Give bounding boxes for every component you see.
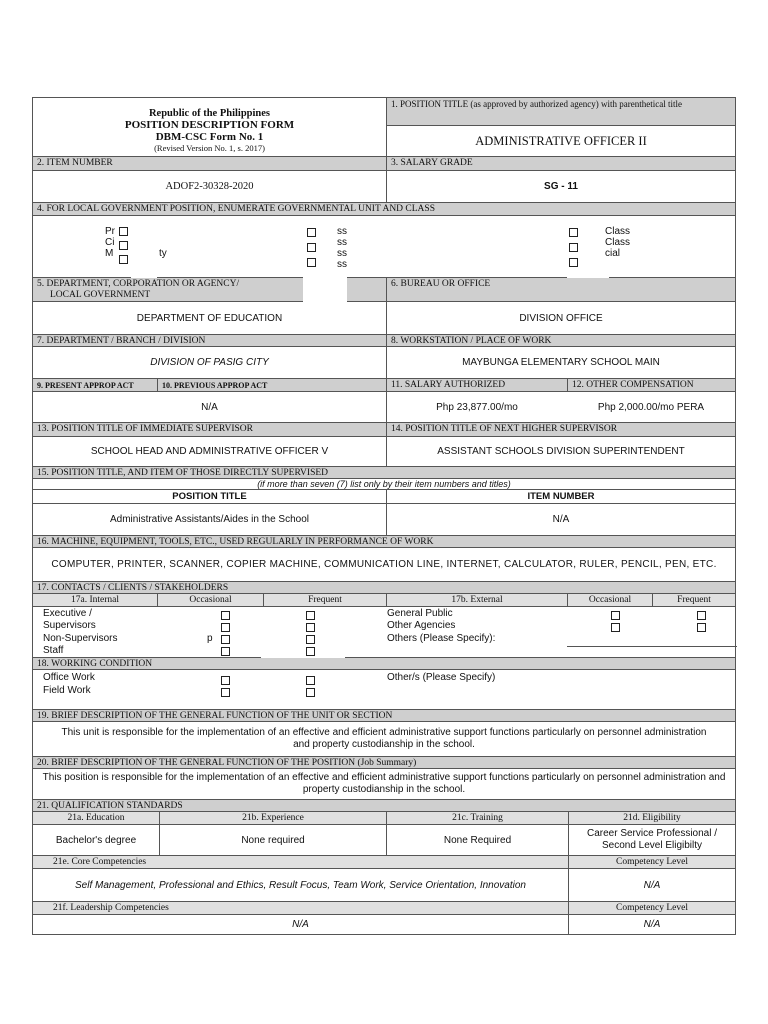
s12-value: Php 2,000.00/mo PERA bbox=[597, 401, 705, 413]
s13-value: SCHOOL HEAD AND ADMINISTRATIVE OFFICER V bbox=[90, 446, 329, 457]
s17-int-occ-checkbox-4[interactable] bbox=[221, 647, 230, 656]
s3-value: SG - 11 bbox=[386, 171, 735, 202]
position-description-form bbox=[32, 97, 736, 935]
s19-label: 19. BRIEF DESCRIPTION OF THE GENERAL FUNCTION OF THE UNIT OR SECTION bbox=[33, 710, 735, 721]
s21e-level-value: N/A bbox=[568, 869, 735, 901]
s13-s14-header-row bbox=[32, 423, 736, 437]
s21-subheader-row bbox=[32, 812, 736, 825]
s7-s8-value-row bbox=[32, 347, 736, 379]
s17-int-frag: p bbox=[207, 633, 213, 644]
s15-column-header-row bbox=[32, 490, 736, 504]
s1-cell bbox=[386, 98, 735, 156]
s16-value-row bbox=[32, 548, 736, 582]
s17-int-occ-checkbox-3[interactable] bbox=[221, 635, 230, 644]
s21-value-row bbox=[32, 825, 736, 856]
s21e-label: 21e. Core Competencies bbox=[33, 856, 568, 868]
s9-s12-value-row bbox=[32, 392, 736, 423]
s17-others-underline bbox=[567, 646, 737, 647]
s9-s12-header-row bbox=[32, 379, 736, 392]
s21f-label: 21f. Leadership Competencies bbox=[33, 902, 568, 914]
s15-position-value: Administrative Assistants/Aides in the School bbox=[110, 514, 309, 525]
s17-int-supervisors: Supervisors bbox=[43, 620, 96, 631]
s17a-label: 17a. Internal bbox=[33, 594, 157, 606]
s15-col-position-title: POSITION TITLE bbox=[172, 491, 247, 502]
s17a-occasional: Occasional bbox=[157, 594, 263, 606]
s4-redaction-1 bbox=[131, 216, 157, 278]
s21a-label: 21a. Education bbox=[33, 812, 159, 824]
s21f-value-row bbox=[32, 915, 736, 935]
s4-left-frag-2: Ci bbox=[105, 237, 115, 248]
s21e-value: Self Management, Professional and Ethics, Result Focus, Team Work, Service Orientation, Innovation bbox=[75, 879, 526, 891]
s21e-header-row bbox=[32, 856, 736, 869]
s5-label-line2: LOCAL GOVERNMENT bbox=[50, 290, 151, 300]
s4-header-row bbox=[32, 203, 736, 216]
s17-header-row bbox=[32, 582, 736, 594]
s18-field-work: Field Work bbox=[43, 685, 91, 696]
s5-label-line1: 5. DEPARTMENT, CORPORATION OR AGENCY/ bbox=[37, 279, 240, 289]
s17-ext-general-public: General Public bbox=[387, 608, 453, 619]
s18-field-occ-checkbox[interactable] bbox=[221, 688, 230, 697]
s21a-value: Bachelor's degree bbox=[55, 834, 137, 846]
s6-value: DIVISION OFFICE bbox=[386, 302, 735, 334]
s16-value: COMPUTER, PRINTER, SCANNER, COPIER MACHINE, COMMUNICATION LINE, INTERNET, CALCULATOR, RULER, PENCIL, PEN, ETC. bbox=[51, 558, 717, 570]
s4-left-frag-1: Pr bbox=[105, 226, 115, 237]
s4-redaction-2 bbox=[303, 270, 347, 302]
s4-checkbox-4[interactable] bbox=[307, 228, 316, 237]
s21f-header-row bbox=[32, 902, 736, 915]
s2-s3-value-row bbox=[32, 171, 736, 203]
s21f-value: N/A bbox=[292, 919, 309, 930]
s17-int-freq-checkbox-5[interactable] bbox=[306, 647, 315, 656]
s9-label: 9. PRESENT APPROP ACT bbox=[33, 379, 157, 391]
s19-header-row bbox=[32, 710, 736, 722]
s5-s6-value-row bbox=[32, 302, 736, 335]
s4-right-frag-2: Class bbox=[605, 237, 631, 248]
s18-header-row bbox=[32, 658, 736, 670]
s21b-label: 21b. Experience bbox=[159, 812, 386, 824]
s17-int-freq-checkbox-1[interactable] bbox=[306, 611, 315, 620]
s19-value-row bbox=[32, 722, 736, 757]
s18-body-row bbox=[32, 670, 736, 710]
s13-label: 13. POSITION TITLE OF IMMEDIATE SUPERVISOR bbox=[33, 423, 386, 436]
s15-header-row bbox=[32, 467, 736, 479]
s4-left-frag-4: ty bbox=[159, 248, 167, 259]
s4-checkbox-9[interactable] bbox=[569, 243, 578, 252]
s17-ext-occ-checkbox-2[interactable] bbox=[611, 623, 620, 632]
s21-label: 21. QUALIFICATION STANDARDS bbox=[33, 800, 735, 811]
s21c-value: None Required bbox=[386, 825, 568, 855]
s18-other: Other/s (Please Specify) bbox=[387, 672, 496, 683]
s16-label: 16. MACHINE, EQUIPMENT, TOOLS, ETC., USED REGULARLY IN PERFORMANCE OF WORK bbox=[33, 536, 735, 547]
s14-value: ASSISTANT SCHOOLS DIVISION SUPERINTENDENT bbox=[386, 437, 735, 466]
s17-int-occ-checkbox-2[interactable] bbox=[221, 623, 230, 632]
s18-office-freq-checkbox[interactable] bbox=[306, 676, 315, 685]
s21f-level-value: N/A bbox=[568, 915, 735, 934]
s21-header-row bbox=[32, 800, 736, 812]
s4-body-row bbox=[32, 216, 736, 278]
s21d-label: 21d. Eligibility bbox=[568, 812, 735, 824]
s4-checkbox-6[interactable] bbox=[307, 258, 316, 267]
s15-item-value: N/A bbox=[386, 504, 735, 535]
s17-int-freq-checkbox-3[interactable] bbox=[306, 635, 315, 644]
s20-header-row bbox=[32, 757, 736, 769]
s11-label: 11. SALARY AUTHORIZED bbox=[386, 379, 567, 391]
s17b-occasional: Occasional bbox=[567, 594, 652, 606]
form-title-block bbox=[33, 98, 386, 156]
form-header-row bbox=[32, 97, 736, 157]
s13-s14-value-row bbox=[32, 437, 736, 467]
s4-checkbox-1[interactable] bbox=[119, 227, 128, 236]
s18-office-occ-checkbox[interactable] bbox=[221, 676, 230, 685]
s17-int-freq-checkbox-2[interactable] bbox=[306, 623, 315, 632]
s15-label: 15. POSITION TITLE, AND ITEM OF THOSE DIRECTLY SUPERVISED bbox=[33, 467, 735, 478]
s18-field-freq-checkbox[interactable] bbox=[306, 688, 315, 697]
s5-value: DEPARTMENT OF EDUCATION bbox=[136, 312, 283, 324]
s4-checkbox-5[interactable] bbox=[307, 243, 316, 252]
s1-value: ADMINISTRATIVE OFFICER II bbox=[475, 134, 647, 148]
s2-s3-header-row bbox=[32, 157, 736, 171]
s17-ext-occ-checkbox-1[interactable] bbox=[611, 611, 620, 620]
s17-body-row bbox=[32, 607, 736, 658]
s3-label: 3. SALARY GRADE bbox=[386, 157, 735, 170]
s15-note: (if more than seven (7) list only by their item numbers and titles) bbox=[257, 479, 511, 489]
s12-label: 12. OTHER COMPENSATION bbox=[567, 379, 735, 391]
s4-mid-frag-4: ss bbox=[337, 259, 347, 270]
s4-mid-frag-1: ss bbox=[337, 226, 347, 237]
form-number: DBM-CSC Form No. 1 bbox=[155, 131, 264, 143]
s17-ext-freq-checkbox-2[interactable] bbox=[697, 623, 706, 632]
s17-int-non-supervisors: Non-Supervisors bbox=[43, 633, 118, 644]
s6-label: 6. BUREAU OR OFFICE bbox=[386, 278, 735, 301]
s4-mid-frag-3: ss bbox=[337, 248, 347, 259]
s4-left-frag-3: M bbox=[105, 248, 114, 259]
s4-checkbox-8[interactable] bbox=[569, 228, 578, 237]
s1-label: 1. POSITION TITLE (as approved by authorized agency) with parenthetical title bbox=[387, 98, 735, 126]
s7-value: DIVISION OF PASIG CITY bbox=[150, 357, 269, 368]
s8-label: 8. WORKSTATION / PLACE OF WORK bbox=[386, 335, 735, 346]
s21f-level-label: Competency Level bbox=[568, 902, 735, 914]
s4-label: 4. FOR LOCAL GOVERNMENT POSITION, ENUMERATE GOVERNMENTAL UNIT AND CLASS bbox=[33, 203, 735, 215]
s10-label: 10. PREVIOUS APPROP ACT bbox=[157, 379, 386, 391]
revised-version: (Revised Version No. 1, s. 2017) bbox=[154, 143, 265, 153]
s15-note-row bbox=[32, 479, 736, 490]
republic-text: Republic of the Philippines bbox=[148, 108, 271, 119]
s17-int-executive: Executive / bbox=[43, 608, 92, 619]
s17-ext-freq-checkbox-1[interactable] bbox=[697, 611, 706, 620]
s17b-frequent: Frequent bbox=[652, 594, 735, 606]
s17b-label: 17b. External bbox=[386, 594, 567, 606]
s17a-frequent: Frequent bbox=[263, 594, 386, 606]
s21d-value: Career Service Professional / Second Level Eligibilty bbox=[568, 825, 735, 855]
s17-ext-others: Others (Please Specify): bbox=[387, 633, 496, 644]
s20-label: 20. BRIEF DESCRIPTION OF THE GENERAL FUNCTION OF THE POSITION (Job Summary) bbox=[33, 757, 735, 768]
s14-label: 14. POSITION TITLE OF NEXT HIGHER SUPERVISOR bbox=[386, 423, 735, 436]
s18-label: 18. WORKING CONDITION bbox=[33, 658, 735, 669]
s4-right-frag-3: cial bbox=[605, 248, 621, 259]
s7-label: 7. DEPARTMENT / BRANCH / DIVISION bbox=[33, 335, 386, 346]
s21e-value-row bbox=[32, 869, 736, 902]
s16-header-row bbox=[32, 536, 736, 548]
s21e-level-label: Competency Level bbox=[568, 856, 735, 868]
s19-value: This unit is responsible for the implementation of an effective and efficient administrative support functions particularly on personnel administration and property custodianship in the school. bbox=[61, 727, 707, 750]
s7-s8-header-row bbox=[32, 335, 736, 347]
s4-mid-frag-2: ss bbox=[337, 237, 347, 248]
s17-int-staff: Staff bbox=[43, 645, 64, 656]
s17-ext-other-agencies: Other Agencies bbox=[387, 620, 456, 631]
s4-checkbox-10[interactable] bbox=[569, 258, 578, 267]
s17-subheader-row bbox=[32, 594, 736, 607]
s17-label: 17. CONTACTS / CLIENTS / STAKEHOLDERS bbox=[33, 582, 735, 593]
s9-value: N/A bbox=[201, 401, 218, 413]
s4-checkbox-2[interactable] bbox=[119, 241, 128, 250]
s2-value: ADOF2-30328-2020 bbox=[165, 181, 254, 192]
s4-right-frag-1: Class bbox=[605, 226, 631, 237]
s21c-label: 21c. Training bbox=[386, 812, 568, 824]
s15-value-row bbox=[32, 504, 736, 536]
s11-value: Php 23,877.00/mo bbox=[386, 392, 567, 422]
s5-s6-header-row bbox=[32, 278, 736, 302]
s20-value-row bbox=[32, 769, 736, 800]
s2-label: 2. ITEM NUMBER bbox=[33, 157, 386, 170]
s21b-value: None required bbox=[159, 825, 386, 855]
form-title: POSITION DESCRIPTION FORM bbox=[124, 119, 295, 131]
s4-checkbox-3[interactable] bbox=[119, 255, 128, 264]
s17-int-occ-checkbox-1[interactable] bbox=[221, 611, 230, 620]
s8-value: MAYBUNGA ELEMENTARY SCHOOL MAIN bbox=[386, 347, 735, 378]
s18-office-work: Office Work bbox=[43, 672, 95, 683]
s15-col-item-number: ITEM NUMBER bbox=[386, 490, 735, 503]
s20-value: This position is responsible for the implementation of an effective and efficient administrative support functions particularly on personnel administration and property custodianship in the school. bbox=[42, 772, 726, 795]
